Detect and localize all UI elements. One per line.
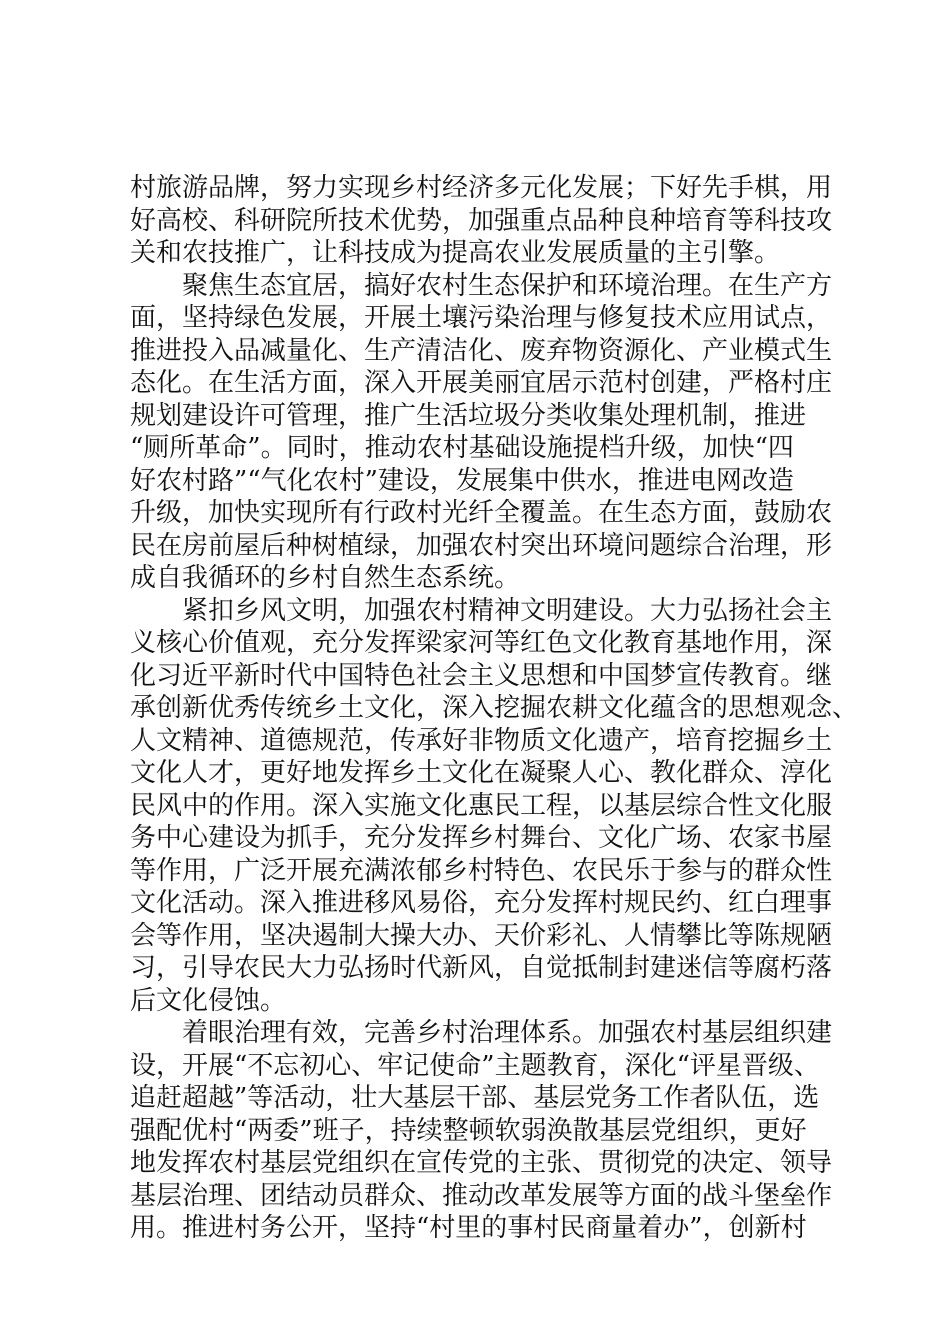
text-line: 紧扣乡风文明，加强农村精神文明建设。大力弘扬社会主: [130, 595, 833, 626]
paragraph-p2: [130, 595, 870, 1018]
text-line: 聚焦生态宜居，搞好农村生态保护和环境治理。在生产方: [130, 270, 833, 301]
text-line: 地发挥农村基层党组织在宣传党的主张、贯彻党的决定、领导: [130, 1148, 833, 1178]
text-line: 好高校、科研院所技术优势，加强重点品种良种培育等科技攻: [130, 205, 833, 236]
text-line: 着眼治理有效，完善乡村治理体系。加强农村基层组织建: [130, 1018, 833, 1048]
text-line: 民在房前屋后种树植绿，加强农村突出环境问题综合治理，形: [130, 530, 833, 561]
text-line: 人文精神、道德规范，传承好非物质文化遗产，培育挖掘乡土: [130, 725, 833, 756]
text-line: 规划建设许可管理，推广生活垃圾分类收集处理机制，推进: [130, 400, 807, 431]
text-line: 基层治理、团结动员群众、推动改革发展等方面的战斗堡垒作: [130, 1180, 833, 1211]
text-line: 设，开展“不忘初心、牢记使命”主题教育，深化“评星晋级、: [130, 1050, 820, 1081]
text-line: 面，坚持绿色发展，开展土壤污染治理与修复技术应用试点，: [130, 303, 833, 333]
text-line: 态化。在生活方面，深入开展美丽宜居示范村创建，严格村庄: [130, 368, 833, 398]
text-line: 好农村路”“气化农村”建设，发展集中供水，推进电网改造: [130, 465, 794, 496]
paragraph-p0: [130, 172, 870, 270]
text-line: 务中心建设为抓手，充分发挥乡村舞台、文化广场、农家书屋: [130, 823, 833, 853]
text-line: 用。推进村务公开，坚持“村里的事村民商量着办”，创新村: [130, 1213, 807, 1243]
text-line: 村旅游品牌，努力实现乡村经济多元化发展；下好先手棋，用: [130, 173, 833, 203]
text-line: 推进投入品减量化、生产清洁化、废弃物资源化、产业模式生: [130, 335, 833, 366]
text-line: 追赶超越”等活动，壮大基层干部、基层党务工作者队伍，选: [130, 1083, 820, 1113]
text-line: 民风中的作用。深入实施文化惠民工程，以基层综合性文化服: [130, 790, 833, 821]
document-body: [130, 172, 870, 1245]
text-line: 后文化侵蚀。: [130, 985, 287, 1016]
paragraph-p1: [130, 270, 870, 595]
text-line: 承创新优秀传统乡土文化，深入挖掘农耕文化蕴含的思想观念、: [130, 693, 859, 723]
text-line: 会等作用，坚决遏制大操大办、天价彩礼、人情攀比等陈规陋: [130, 920, 833, 951]
text-line: 文化人才，更好地发挥乡土文化在凝聚人心、教化群众、淳化: [130, 758, 833, 788]
text-line: 强配优村“两委”班子，持续整顿软弱涣散基层党组织，更好: [130, 1115, 807, 1146]
text-line: 习，引导农民大力弘扬时代新风，自觉抵制封建迷信等腐朽落: [130, 953, 833, 983]
text-line: 关和农技推广，让科技成为提高农业发展质量的主引擎。: [130, 238, 781, 268]
text-line: 升级，加快实现所有行政村光纤全覆盖。在生态方面，鼓励农: [130, 498, 833, 528]
text-line: 等作用，广泛开展充满浓郁乡村特色、农民乐于参与的群众性: [130, 855, 833, 886]
text-line: 化习近平新时代中国特色社会主义思想和中国梦宣传教育。继: [130, 660, 833, 691]
text-line: 义核心价值观，充分发挥梁家河等红色文化教育基地作用，深: [130, 628, 833, 658]
text-line: 成自我循环的乡村自然生态系统。: [130, 563, 521, 593]
text-line: “厕所革命”。同时，推动农村基础设施提档升级，加快“四: [130, 433, 794, 463]
text-line: 文化活动。深入推进移风易俗，充分发挥村规民约、红白理事: [130, 888, 833, 918]
paragraph-p3: [130, 1017, 870, 1245]
